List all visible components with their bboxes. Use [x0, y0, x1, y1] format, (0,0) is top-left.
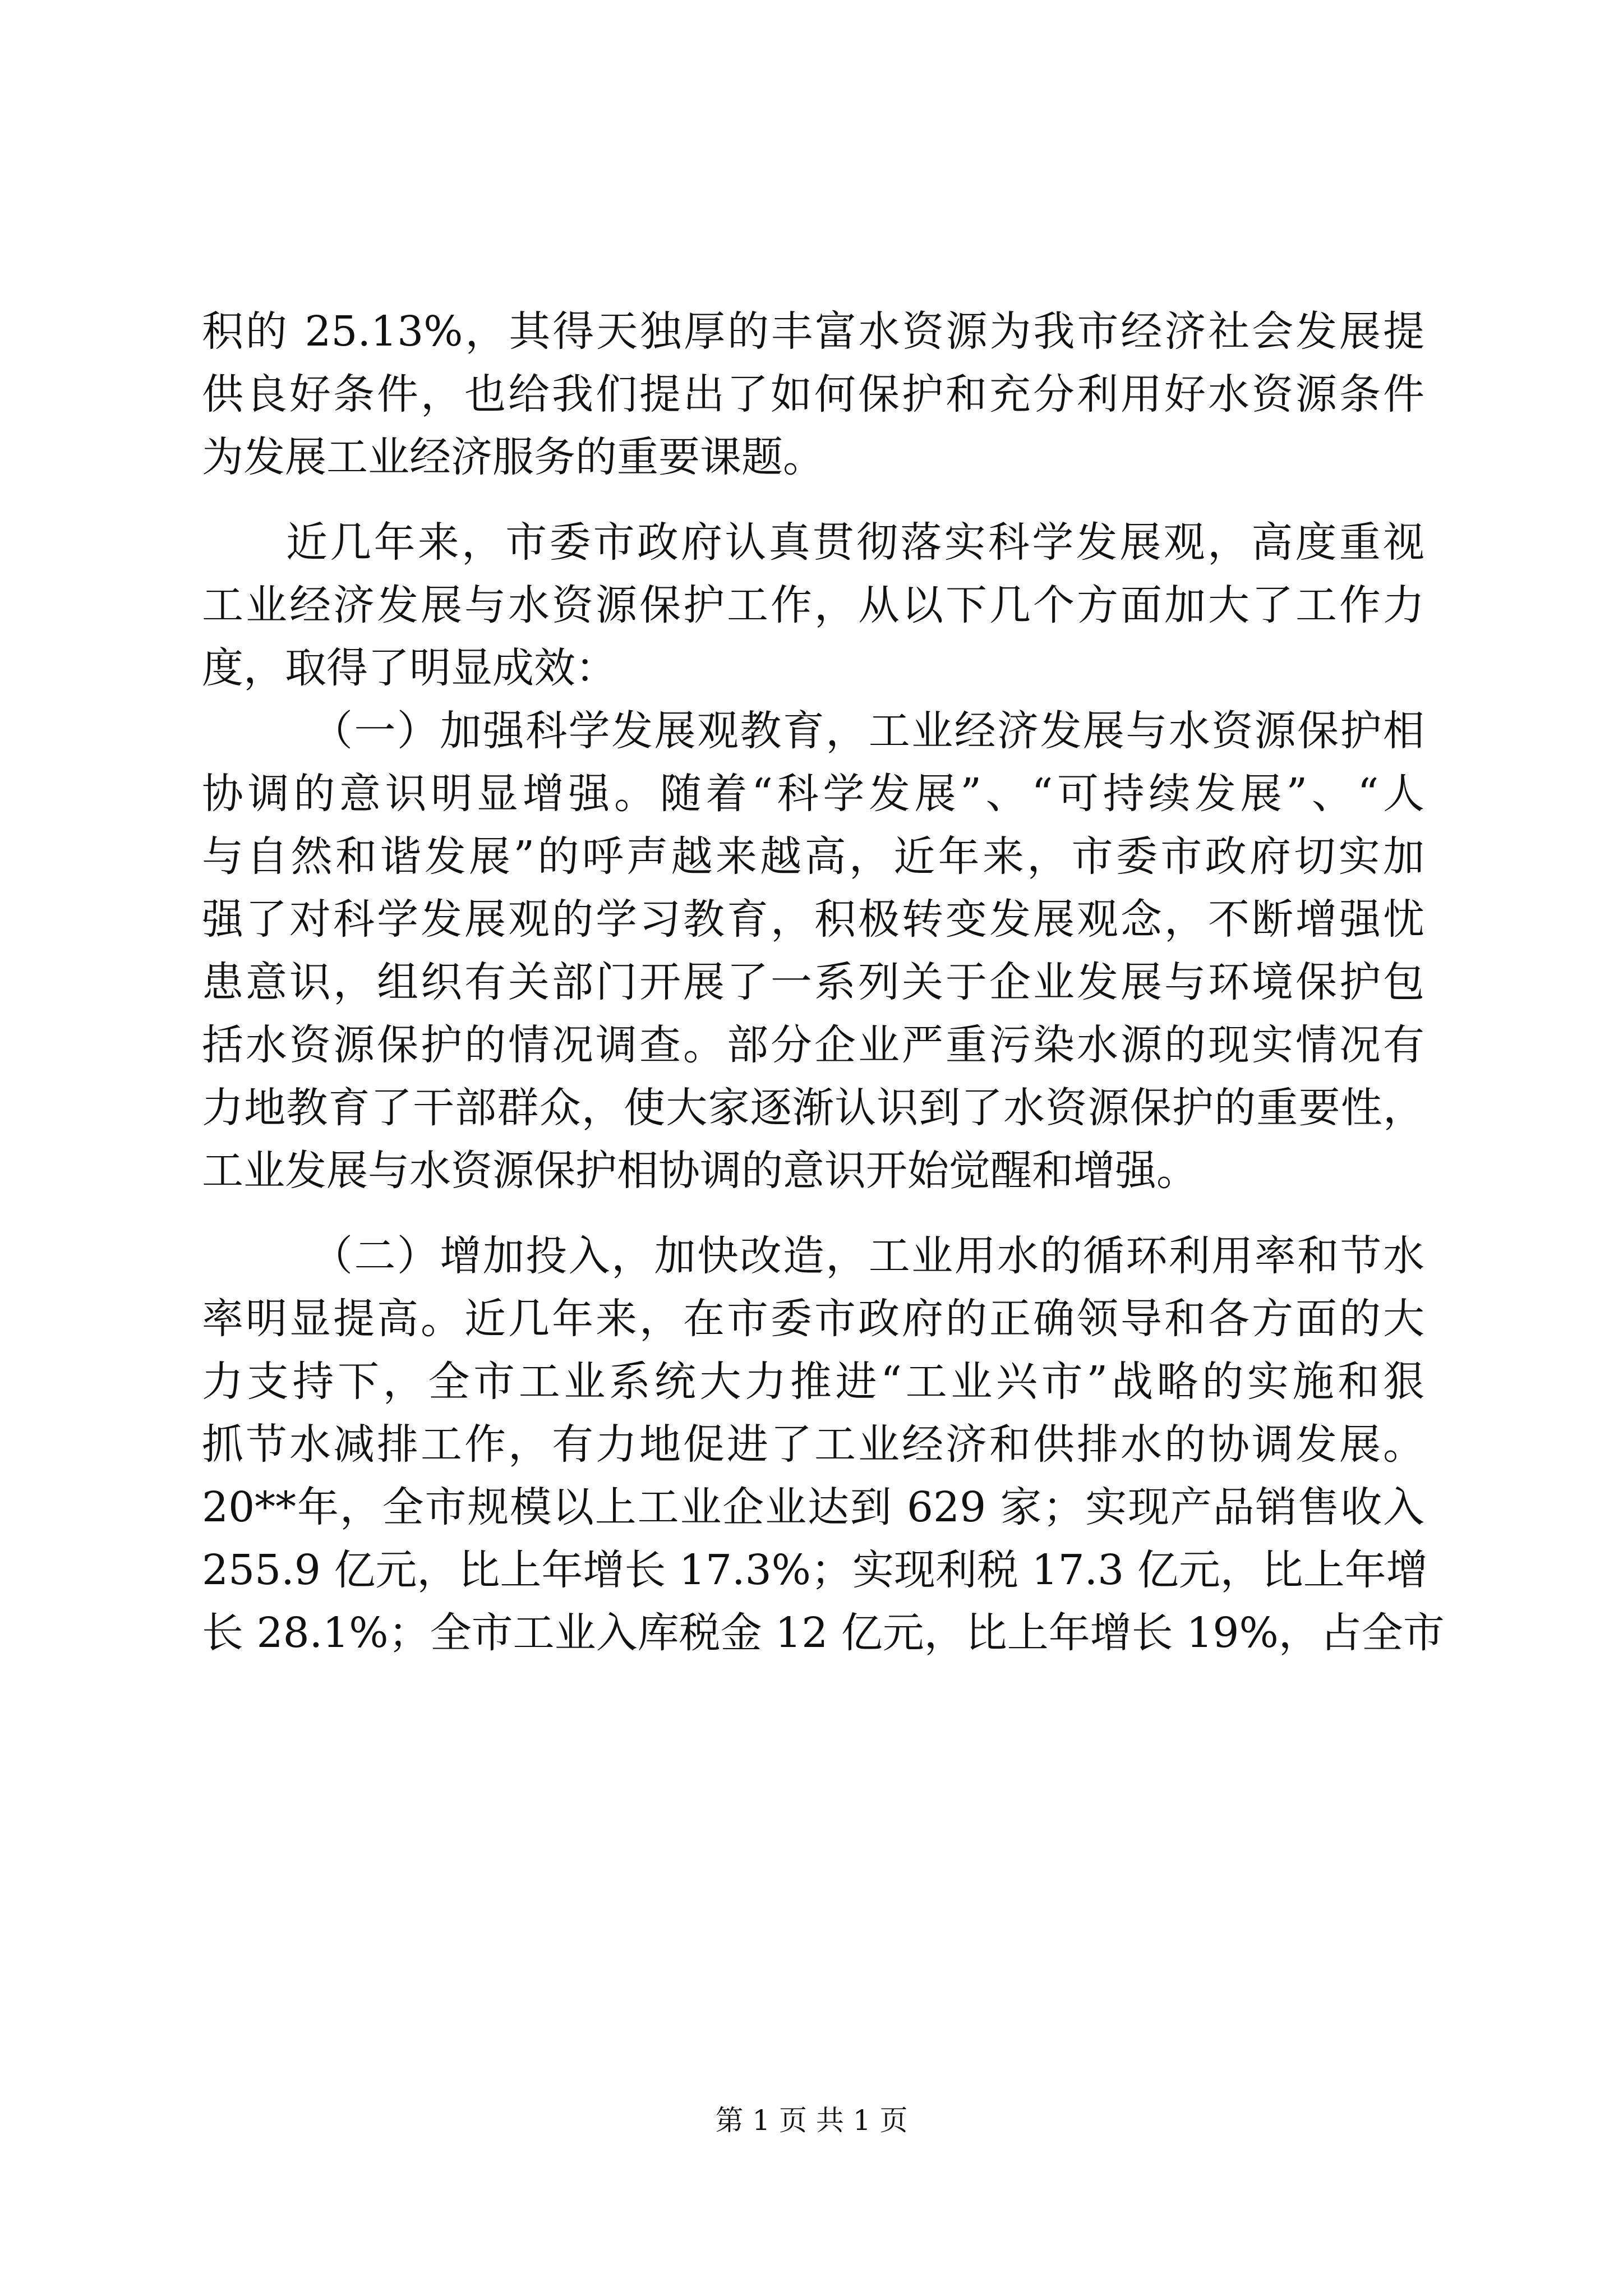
text-line: 与自然和谐发展”的呼声越来越高，近年来，市委市政府切实加 — [202, 832, 1424, 881]
text-line: 括水资源保护的情况调查。部分企业严重污染水源的现实情况有 — [202, 1021, 1424, 1069]
text-line: 度，取得了明显成效： — [202, 644, 617, 692]
text-line: （二）增加投入，加快改造，工业用水的循环利用率和节水 — [311, 1232, 1424, 1280]
text-line: 患意识，组织有关部门开展了一系列关于企业发展与环境保护包 — [202, 958, 1424, 1006]
text-line: 工业发展与水资源保护相协调的意识开始觉醒和增强。 — [202, 1147, 1198, 1195]
text-line: 供良好条件，也给我们提出了如何保护和充分利用好水资源条件 — [202, 370, 1424, 418]
text-line: 255.9 亿元，比上年增长 17.3%；实现利税 17.3 亿元，比上年增 — [202, 1546, 1428, 1594]
text-line: 协调的意识明显增强。随着“科学发展”、“可持续发展”、“人 — [202, 770, 1424, 818]
text-line: 长 28.1%；全市工业入库税金 12 亿元，比上年增长 19%，占全市 — [202, 1609, 1445, 1657]
text-line: 近几年来，市委市政府认真贯彻落实科学发展观，高度重视 — [286, 518, 1424, 567]
text-line: 为发展工业经济服务的重要课题。 — [202, 433, 824, 481]
text-line: 力支持下，全市工业系统大力推进“工业兴市”战略的实施和狠 — [202, 1358, 1424, 1406]
text-line: 工业经济发展与水资源保护工作，从以下几个方面加大了工作力 — [202, 581, 1424, 629]
document-body — [202, 300, 1445, 1664]
text-line: （一）加强科学发展观教育，工业经济发展与水资源保护相 — [311, 707, 1424, 755]
text-line: 抓节水减排工作，有力地促进了工业经济和供排水的协调发展。 — [202, 1420, 1424, 1469]
page-footer — [0, 2104, 1623, 2137]
page-number-label: 第 1 页 共 1 页 — [715, 2104, 908, 2137]
text-line: 率明显提高。近几年来，在市委市政府的正确领导和各方面的大 — [202, 1295, 1424, 1343]
text-line: 20**年，全市规模以上工业企业达到 629 家；实现产品销售收入 — [202, 1483, 1424, 1531]
text-line: 强了对科学发展观的学习教育，积极转变发展观念，不断增强忧 — [202, 895, 1424, 944]
text-line: 积的 25.13%，其得天独厚的丰富水资源为我市经济社会发展提 — [202, 307, 1424, 356]
text-line: 力地教育了干部群众，使大家逐渐认识到了水资源保护的重要性， — [202, 1084, 1424, 1132]
